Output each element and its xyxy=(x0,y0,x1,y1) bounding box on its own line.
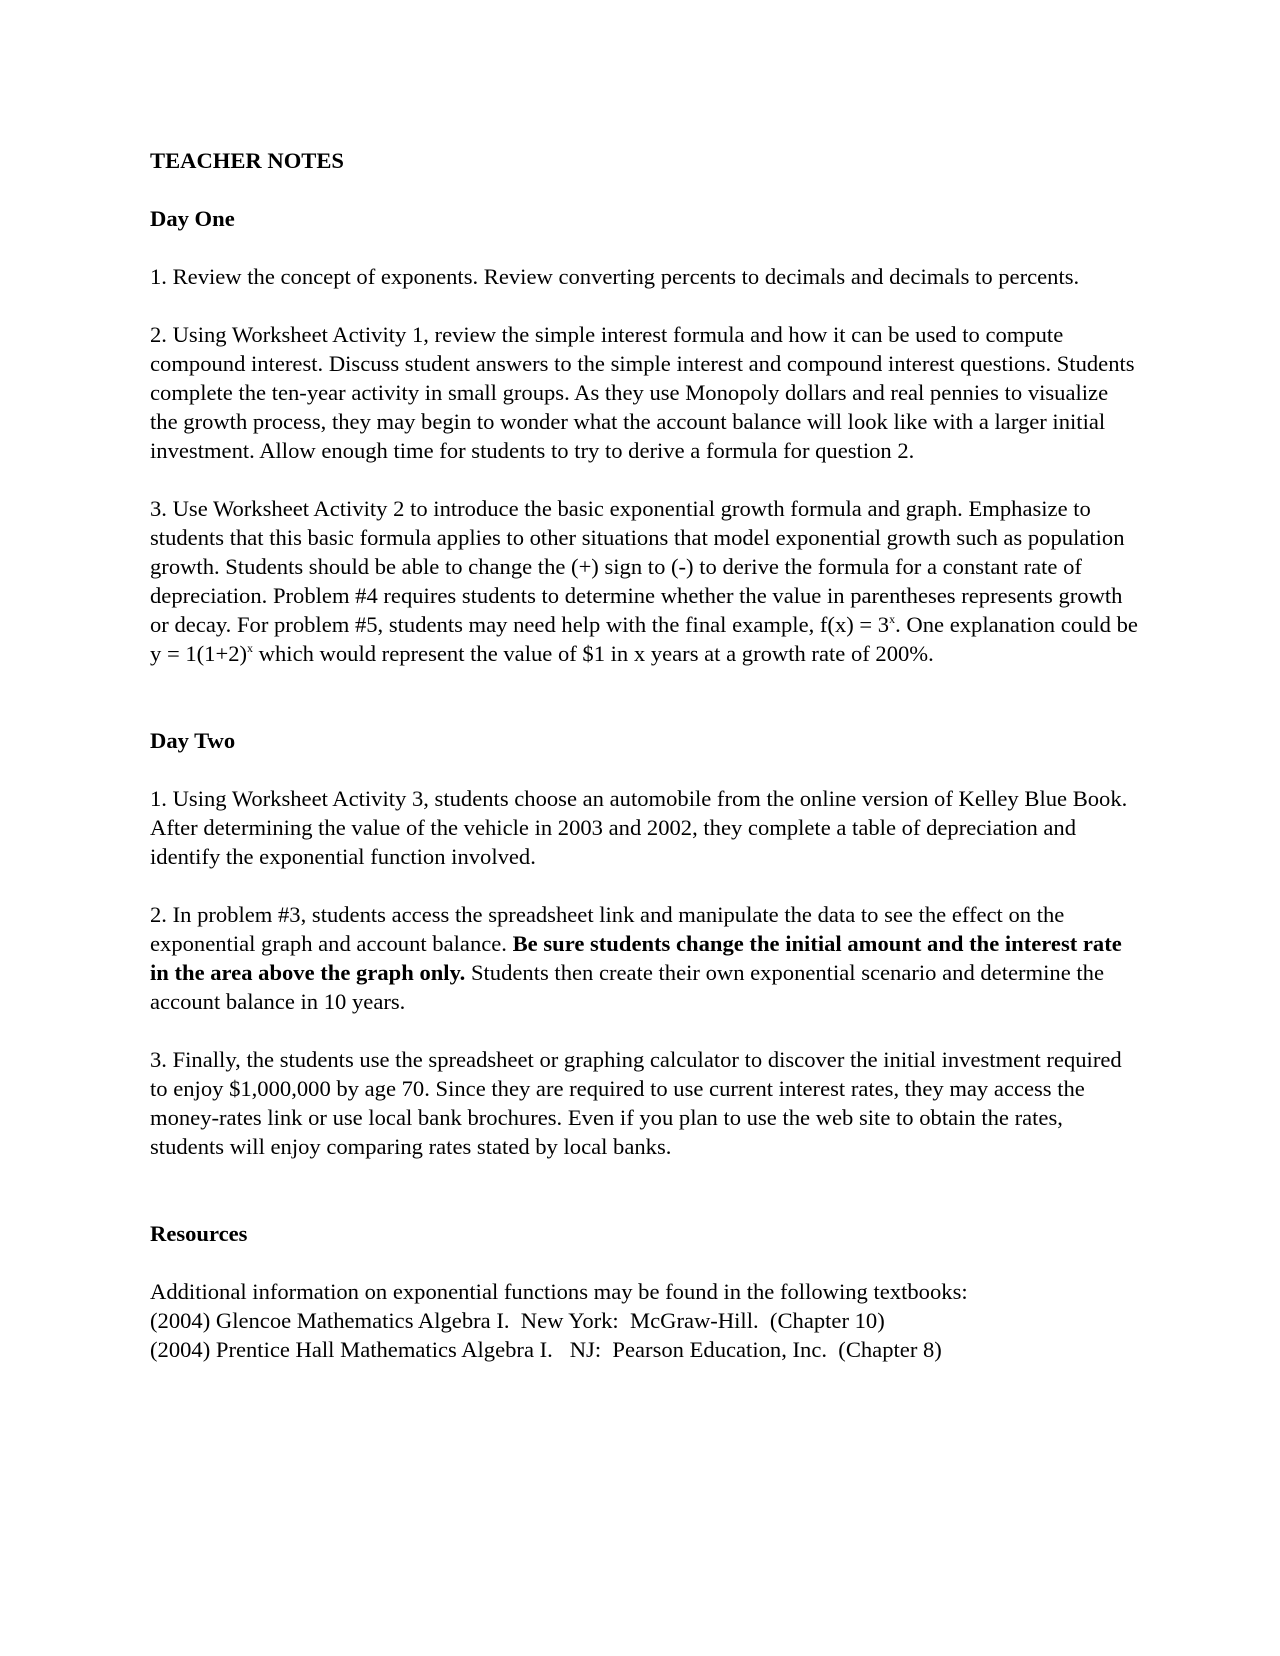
day-one-item-2: 2. Using Worksheet Activity 1, review the simple interest formula and how it can be used to compute compound interest. Discuss student answers to the simple interest and compound interest questions. Students complete the ten-year activity in small groups. As they use Monopoly dollars and real pennies to visualize the growth process, they may begin to wonder what the account balance will look like with a larger initial investment. Allow enough time for students to try to derive a formula for question 2. xyxy=(150,322,1135,463)
document-page xyxy=(150,146,1140,1364)
resource-reference: (2004) Glencoe Mathematics Algebra I. New York: McGraw-Hill. (Chapter 10) xyxy=(150,1308,885,1333)
day-one-item-3-text-b: . One explanation could be y = 1(1+2) xyxy=(150,612,1138,666)
resources-intro: Additional information on exponential functions may be found in the following textbooks: xyxy=(150,1279,968,1304)
day-two-item-2-text-b: Students then create their own exponential scenario and determine the account balance in 10 years. xyxy=(150,960,1104,1014)
resource-reference: (2004) Prentice Hall Mathematics Algebra I. NJ: Pearson Education, Inc. (Chapter 8) xyxy=(150,1337,942,1362)
day-one-item-3 xyxy=(150,494,1140,668)
exponent-superscript: x xyxy=(889,612,896,626)
day-two-heading: Day Two xyxy=(150,728,236,753)
exponent-superscript: x xyxy=(247,641,254,655)
day-one-heading: Day One xyxy=(150,206,235,231)
day-two-item-3: 3. Finally, the students use the spreadsheet or graphing calculator to discover the initial investment required to enjoy $1,000,000 by age 70. Since they are required to use current interest rates, they may access the money-rates link or use local bank brochures. Even if you plan to use the web site to obtain the rates, students will enjoy comparing rates stated by local banks. xyxy=(150,1047,1122,1159)
document-title: TEACHER NOTES xyxy=(150,148,344,173)
day-two-item-2 xyxy=(150,900,1140,1016)
day-two-item-2-text-a: 2. In problem #3, students access the spreadsheet link and manipulate the data to see the effect on the exponential graph and account balance. xyxy=(150,902,1065,956)
day-one-item-1: 1. Review the concept of exponents. Review converting percents to decimals and decimals to percents. xyxy=(150,264,1080,289)
day-two-item-2-emphasis: Be sure students change the initial amount and the interest rate in the area above the graph only. xyxy=(150,931,1122,985)
day-two-item-1: 1. Using Worksheet Activity 3, students choose an automobile from the online version of Kelley Blue Book. After determining the value of the vehicle in 2003 and 2002, they complete a table of depreciation and identify the exponential function involved. xyxy=(150,786,1128,869)
resources-heading: Resources xyxy=(150,1221,248,1246)
day-one-item-3-text-c: which would represent the value of $1 in x years at a growth rate of 200%. xyxy=(253,641,934,666)
day-one-item-3-text-a: 3. Use Worksheet Activity 2 to introduce the basic exponential growth formula and graph. Emphasize to students that this basic formula applies to other situations that model exponential growth such as population growth. Students should be able to change the (+) sign to (-) to derive the formula for a constant rate of depreciation. Problem #4 requires students to determine whether the value in parentheses represents growth or decay. For problem #5, students may need help with the final example, f(x) = 3 xyxy=(150,496,1125,637)
